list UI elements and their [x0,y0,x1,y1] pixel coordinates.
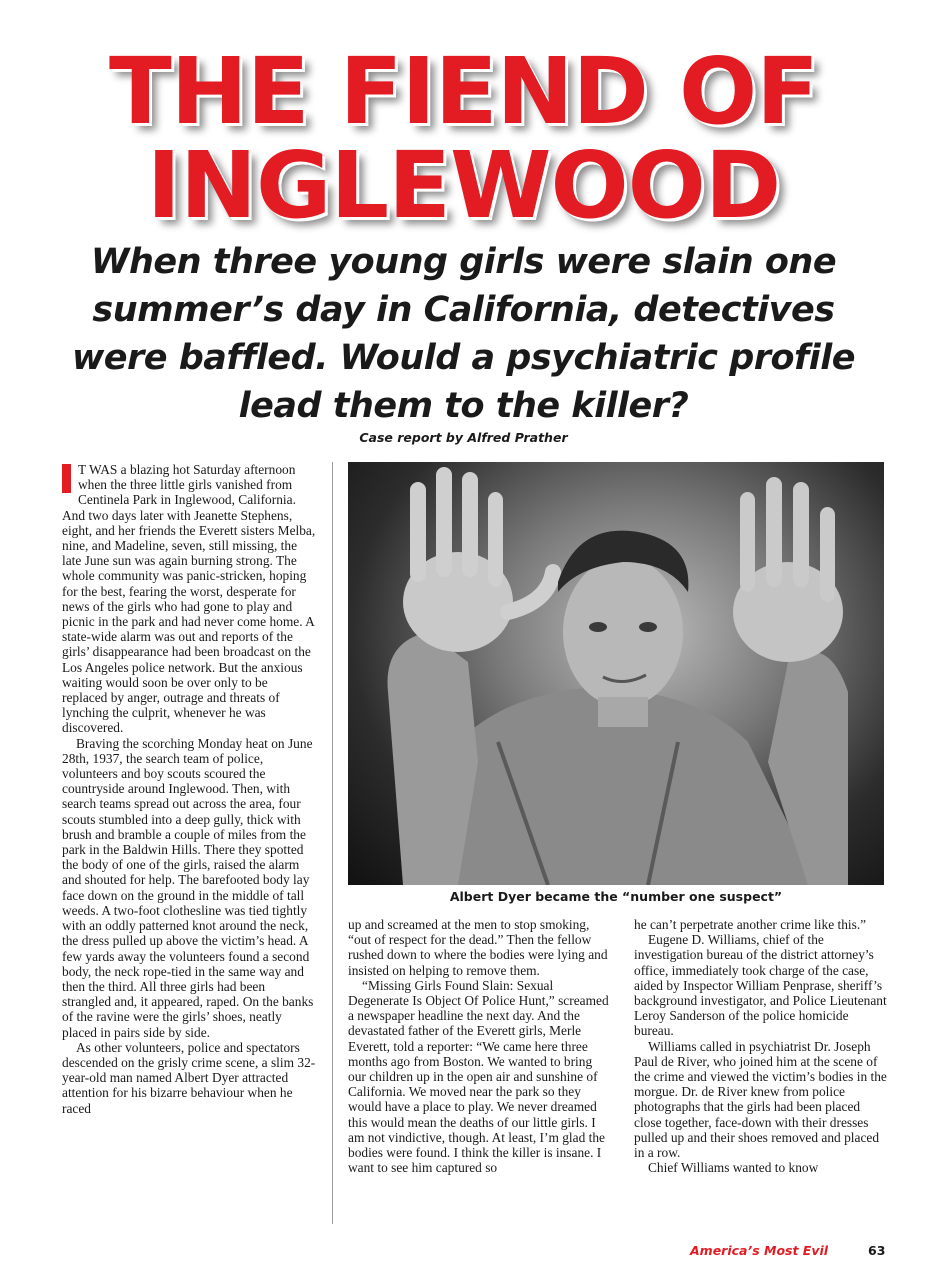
column-divider [332,462,333,1224]
article-column-3 [634,917,890,1227]
paragraph: Eugene D. Williams, chief of the investigation bureau of the district attorney’s office, immediately took charge of the case, aided by Inspector William Penprase, sheriff’s background investigator, and Police Lieutenant Leroy Sanderson of the police homicide bureau. [634,932,887,1039]
paragraph: he can’t perpetrate another crime like this.” [634,917,867,932]
byline: Case report by Alfred Prather [359,430,568,445]
standfirst: When three young girls were slain one summer’s day in California, detectives were baffled. Would a psychiatric profile lead them to the killer? [71,242,856,426]
headline-line-1: THE FIEND OF [109,38,818,145]
drop-cap [62,464,71,493]
paragraph: “Missing Girls Found Slain: Sexual Degenerate Is Object Of Police Hunt,” screamed a newspaper headline the next day. And the devastated father of the Everett girls, Merle Everett, told a reporter: “We came here three months ago from Boston. We wanted to bring our children up in the open air and sunshine of California. We moved near the park so they would have a place to play. We never dreamed this would mean the deaths of our little girls. I am not vindictive, though. At least, I’m glad the bodies were found. I think the killer is insane. I want to see him captured so [348,977,609,1176]
paragraph: up and screamed at the men to stop smoking, “out of respect for the dead.” Then the fellow rushed down to where the bodies were lying and insisted on helping to remove them. [348,917,608,978]
headline-line-2: INGLEWOOD [146,132,781,239]
photo-illustration [348,462,884,885]
paragraph: As other volunteers, police and spectators descended on the grisly crime scene, a slim 32-year-old man named Albert Dyer attracted attention for his bizarre behaviour when he raced [62,1039,316,1116]
paragraph: Williams called in psychiatrist Dr. Joseph Paul de River, who joined him at the scene of the crime and viewed the victim’s bodies in the morgue. Dr. de River knew from police photographs that the girls had been placed close together, face-down with their dresses pulled up and their shoes removed and placed in a row. [634,1038,887,1161]
photo-caption: Albert Dyer became the “number one suspect” [449,889,783,904]
article-column-1 [62,462,316,1226]
article-column-2 [348,917,610,1227]
paragraph: Chief Williams wanted to know [648,1160,819,1176]
suspect-photo [348,462,884,885]
paragraph: T WAS a blazing hot Saturday afternoon when the three little girls vanished from Centinela Park in Inglewood, California. And two days later with Jeanette Stephens, eight, and her friends the Everett sisters Melba, nine, and Madeline, seven, still missing, the late June sun was again burning strong. The whole community was panic-stricken, hoping for the best, fearing the worst, desperate for news of the girls who had gone to play and picnic in the park and had never come home. A state-wide alarm was out and reports of the girls’ disappearance had been broadcast on the Los Angeles police network. But the anxious waiting would soon be over only to be replaced by anger, outrage and threats of lynching the culprit, whenever he was discovered. [62,462,316,736]
page-number: 63 [868,1243,886,1258]
magazine-title: America’s Most Evil [690,1243,829,1258]
paragraph: Braving the scorching Monday heat on June 28th, 1937, the search team of police, volunteers and boy scouts scoured the countryside around Inglewood. Then, with search teams spread out across the area, four scouts stumbled into a deep gully, thick with brush and bramble a couple of miles from the park in the Baldwin Hills. There they spotted the body of one of the girls, raised the alarm and shouted for help. The barefooted body lay face down on the ground in the middle of tall weeds. A two-foot clothesline was tied tightly with an oddly patterned knot around the neck, the dress pulled up above the victim’s head. A few yards away the volunteers found a second body, the neck rope-tied in the same way and then the third. All three girls had been strangled and, it appeared, raped. On the banks of the ravine were the girls’ shoes, neatly placed in pairs side by side. [62,735,314,1040]
